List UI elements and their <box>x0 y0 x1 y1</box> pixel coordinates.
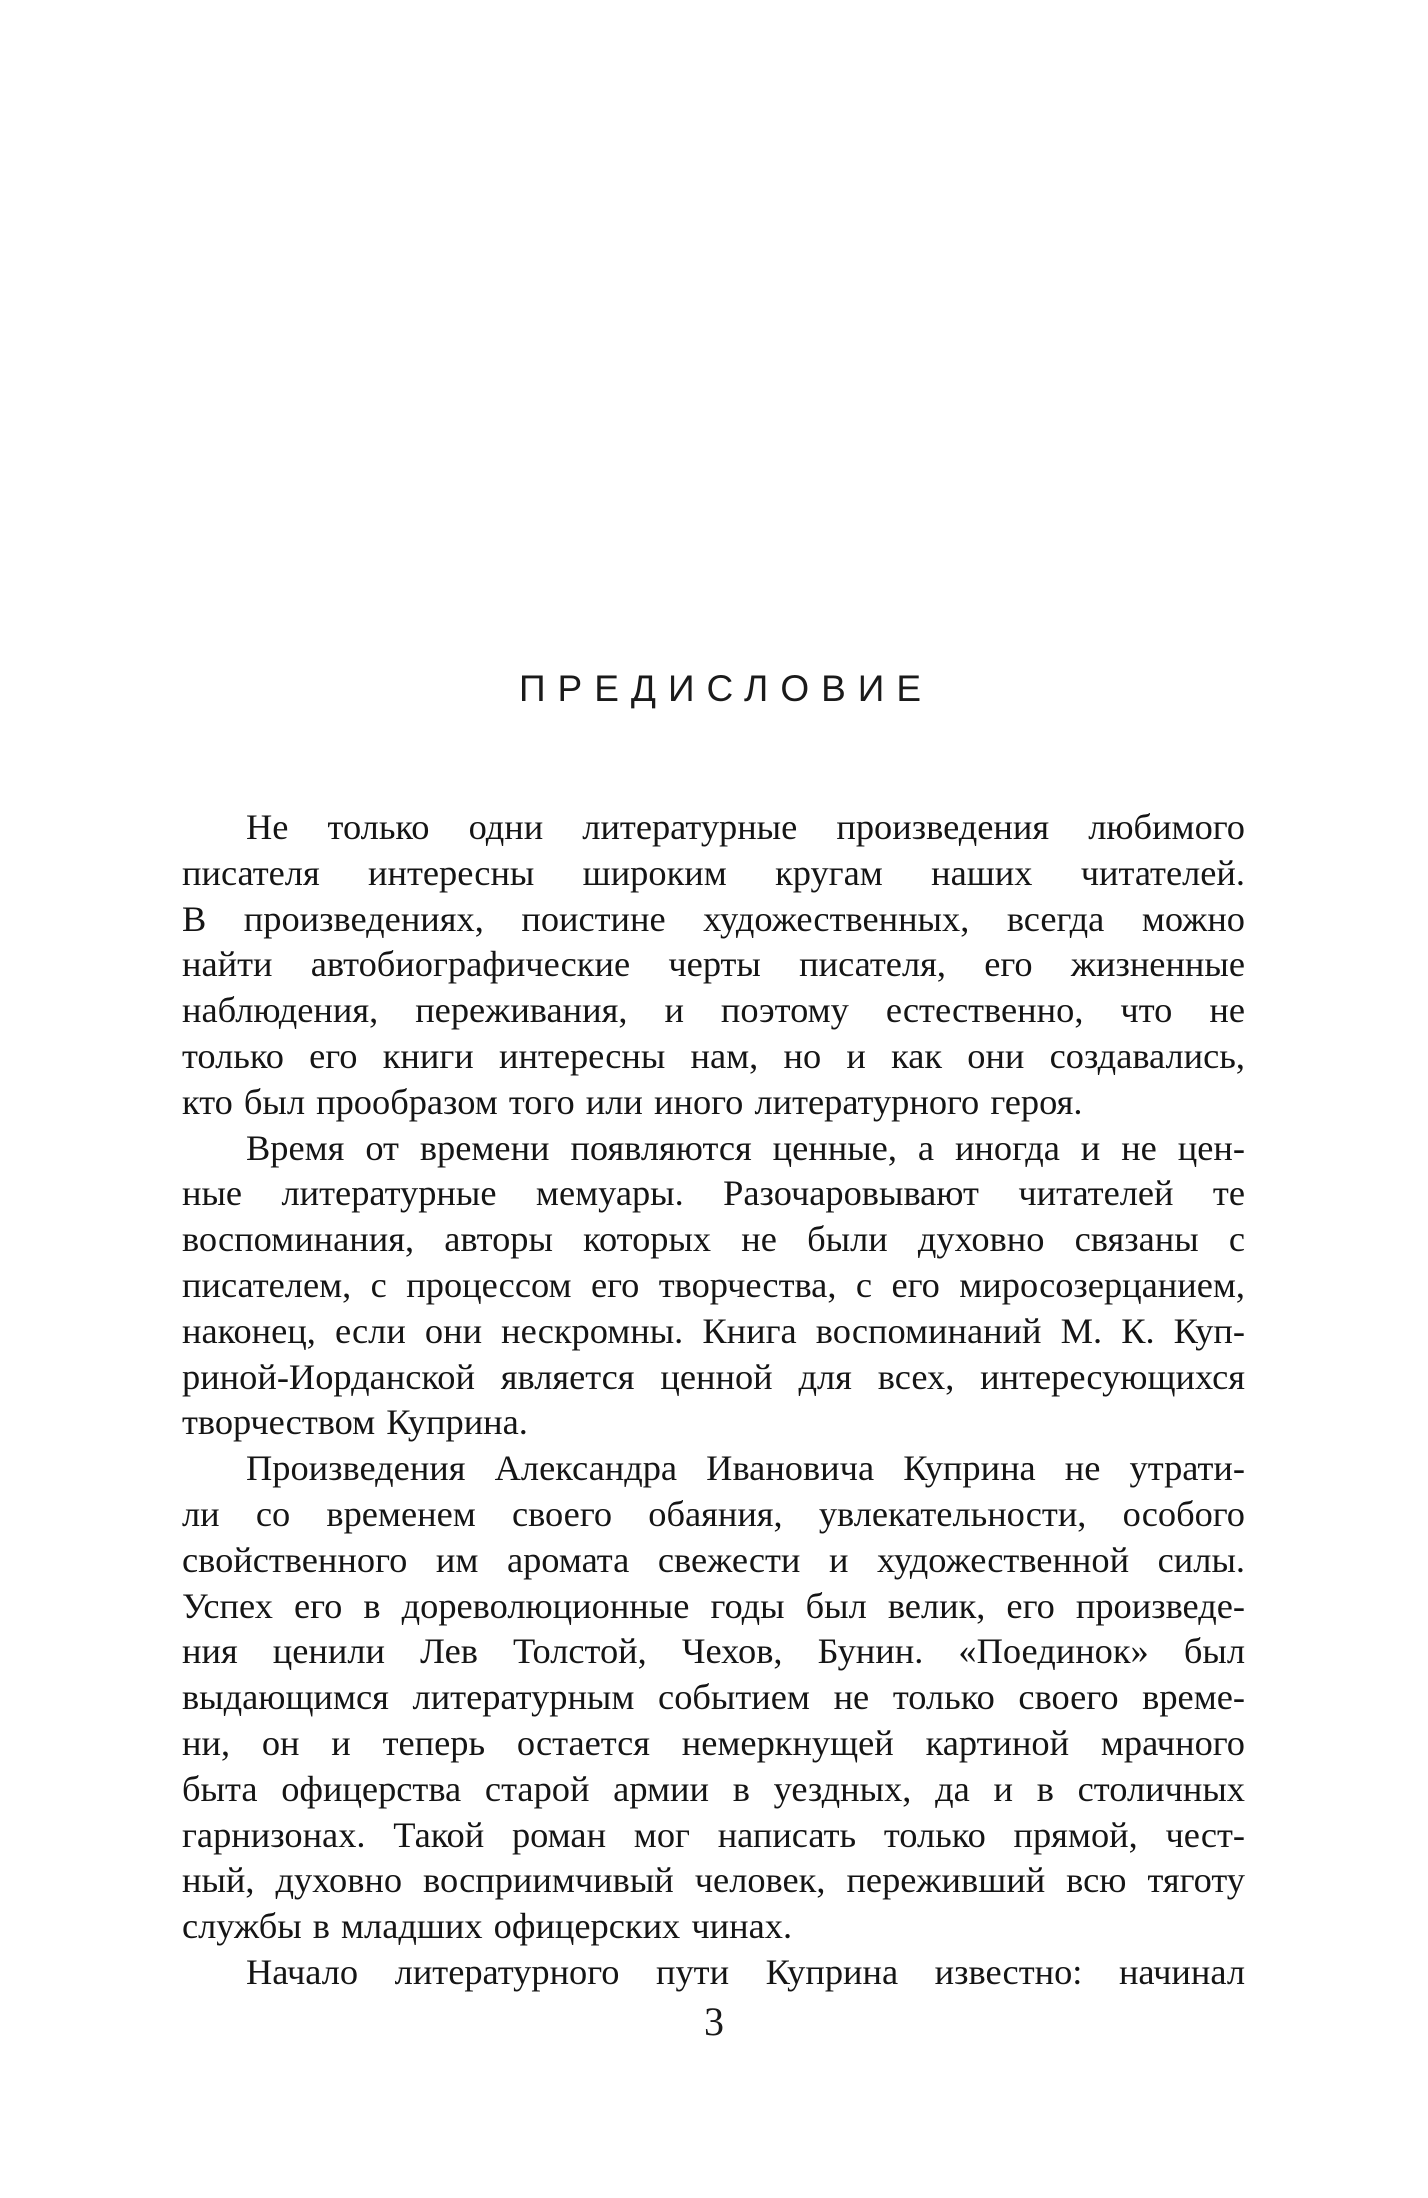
text-line: выдающимся литературным событием не только своего време- <box>182 1677 1245 1718</box>
paragraph-2 <box>182 1126 1245 1447</box>
text-line: Успех его в дореволюционные годы был велик, его произведе- <box>182 1585 1245 1626</box>
text-line: Не только одни литературные произведения любимого <box>246 807 1245 847</box>
text-line: писателя интересны широким кругам наших читателей. <box>182 852 1245 893</box>
text-line: только его книги интересны нам, но и как они создавались, <box>182 1035 1245 1076</box>
text-line: ный, духовно восприимчивый человек, переживший всю тяготу <box>182 1860 1245 1901</box>
body-text <box>182 805 1245 1996</box>
text-line: ные литературные мемуары. Разочаровывают читателей те <box>182 1173 1245 1214</box>
paragraph-4 <box>182 1950 1245 1996</box>
text-line: творчеством Куприна. <box>182 1402 528 1443</box>
paragraph-1 <box>182 805 1245 1126</box>
text-line: свойственного им аромата свежести и художественной силы. <box>182 1539 1245 1580</box>
text-line: ли со временем своего обаяния, увлекательности, особого <box>182 1493 1245 1534</box>
text-line: писателем, с процессом его творчества, с его миросозерцанием, <box>182 1264 1245 1305</box>
page-number: 3 <box>704 1999 724 2044</box>
text-line: воспоминания, авторы которых не были духовно связаны с <box>182 1219 1245 1260</box>
text-line: ния ценили Лев Толстой, Чехов, Бунин. «Поединок» был <box>182 1631 1245 1672</box>
text-line: найти автобиографические черты писателя, его жизненные <box>182 944 1245 985</box>
text-line: кто был прообразом того или иного литературного героя. <box>182 1081 1083 1122</box>
text-line: ни, он и теперь остается немеркнущей картиной мрачного <box>182 1722 1245 1763</box>
text-line: службы в младших офицерских чинах. <box>182 1906 793 1947</box>
text-line: гарнизонах. Такой роман мог написать только прямой, чест- <box>182 1814 1245 1855</box>
text-line: быта офицерства старой армии в уездных, да и в столичных <box>182 1768 1245 1809</box>
page-title: ПРЕДИСЛОВИЕ <box>518 668 934 709</box>
text-line: Произведения Александра Ивановича Куприна не утрати- <box>246 1448 1245 1489</box>
text-line: Начало литературного пути Куприна известно: начинал <box>246 1951 1245 1992</box>
text-line: В произведениях, поистине художественных, всегда можно <box>182 898 1245 939</box>
text-line: наконец, если они нескромны. Книга воспоминаний М. К. Куп- <box>182 1310 1245 1351</box>
paragraph-3 <box>182 1446 1245 1950</box>
text-line: наблюдения, переживания, и поэтому естественно, что не <box>182 990 1245 1031</box>
text-line: риной-Иорданской является ценной для всех, интересующихся <box>182 1356 1245 1397</box>
text-line: Время от времени появляются ценные, а иногда и не цен- <box>246 1127 1245 1168</box>
